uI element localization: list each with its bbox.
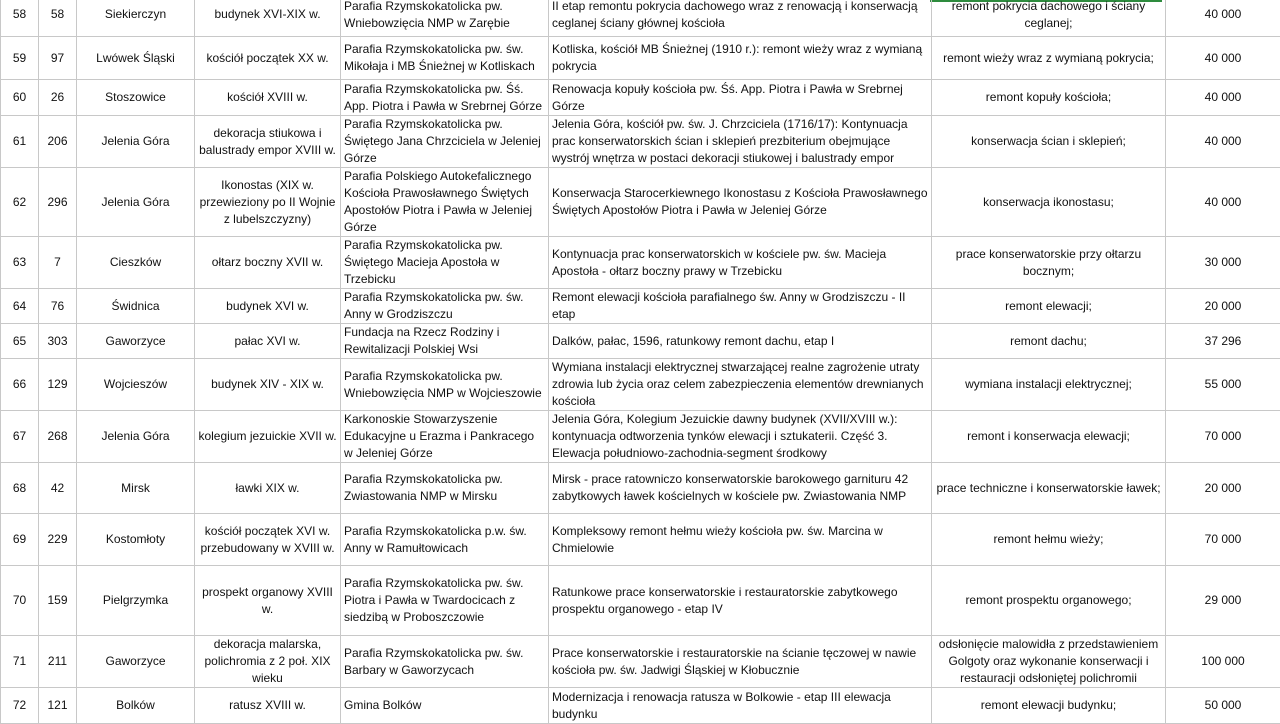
table-row[interactable] (1, 463, 1280, 514)
cell-applicant[interactable]: Parafia Rzymskokatolicka pw. św. Mikołaja i MB Śnieżnej w Kotliskach (341, 37, 549, 80)
cell-scope[interactable]: prace techniczne i konserwatorskie ławek; (932, 463, 1166, 514)
cell-amount[interactable]: 40 000 (1166, 37, 1280, 80)
table-row[interactable] (1, 289, 1280, 324)
cell-scope[interactable]: remont pokrycia dachowego i ściany ceglanej; (932, 0, 1166, 37)
cell-amount[interactable]: 20 000 (1166, 289, 1280, 324)
table-row[interactable] (1, 37, 1280, 80)
table-row[interactable] (1, 514, 1280, 566)
cell-description[interactable]: Kontynuacja prac konserwatorskich w kościele pw. św. Macieja Apostoła - ołtarz boczny prawy w Trzebicku (549, 237, 932, 289)
cell-object[interactable]: kościół XVIII w. (195, 80, 341, 116)
cell-description[interactable]: Jelenia Góra, kościół pw. św. J. Chrzciciela (1716/17): Kontynuacja prac konserwatorskich ścian i sklepień prezbiterium obejmujące wystrój wnętrza w postaci dekoracji stiukowej i balustrady empor (549, 116, 932, 168)
cell-town[interactable]: Siekierczyn (77, 0, 195, 37)
cell-nr[interactable]: 211 (39, 636, 77, 688)
cell-description[interactable]: Renowacja kopuły kościoła pw. Śś. App. Piotra i Pawła w Srebrnej Górze (549, 80, 932, 116)
cell-scope[interactable]: prace konserwatorskie przy ołtarzu bocznym; (932, 237, 1166, 289)
cell-town[interactable]: Kostomłoty (77, 514, 195, 566)
cell-amount[interactable]: 55 000 (1166, 359, 1280, 411)
cell-scope[interactable]: remont dachu; (932, 324, 1166, 359)
cell-lp[interactable]: 63 (1, 237, 39, 289)
cell-amount[interactable]: 50 000 (1166, 688, 1280, 724)
cell-applicant[interactable]: Karkonoskie Stowarzyszenie Edukacyjne u Erazma i Pankracego w Jeleniej Górze (341, 411, 549, 463)
cell-nr[interactable]: 42 (39, 463, 77, 514)
cell-town[interactable]: Bolków (77, 688, 195, 724)
cell-amount[interactable]: 30 000 (1166, 237, 1280, 289)
cell-town[interactable]: Jelenia Góra (77, 168, 195, 237)
cell-description[interactable]: Kotliska, kościół MB Śnieżnej (1910 r.): remont wieży wraz z wymianą pokrycia (549, 37, 932, 80)
cell-lp[interactable]: 59 (1, 37, 39, 80)
cell-nr[interactable]: 76 (39, 289, 77, 324)
cell-town[interactable]: Stoszowice (77, 80, 195, 116)
cell-amount[interactable]: 40 000 (1166, 0, 1280, 37)
cell-object[interactable]: kolegium jezuickie XVII w. (195, 411, 341, 463)
cell-lp[interactable]: 69 (1, 514, 39, 566)
cell-applicant[interactable]: Parafia Rzymskokatolicka pw. św. Barbary w Gaworzycach (341, 636, 549, 688)
cell-applicant[interactable]: Parafia Rzymskokatolicka pw. Zwiastowania NMP w Mirsku (341, 463, 549, 514)
cell-object[interactable]: ołtarz boczny XVII w. (195, 237, 341, 289)
cell-lp[interactable]: 61 (1, 116, 39, 168)
cell-description[interactable]: Kompleksowy remont hełmu wieży kościoła pw. św. Marcina w Chmielowie (549, 514, 932, 566)
cell-applicant[interactable]: Parafia Rzymskokatolicka pw. Świętego Macieja Apostoła w Trzebicku (341, 237, 549, 289)
cell-town[interactable]: Świdnica (77, 289, 195, 324)
cell-amount[interactable]: 70 000 (1166, 514, 1280, 566)
cell-nr[interactable]: 206 (39, 116, 77, 168)
cell-scope[interactable]: remont prospektu organowego; (932, 566, 1166, 636)
cell-description[interactable]: Ratunkowe prace konserwatorskie i restauratorskie zabytkowego prospektu organowego - etap IV (549, 566, 932, 636)
cell-lp[interactable]: 67 (1, 411, 39, 463)
cell-town[interactable]: Pielgrzymka (77, 566, 195, 636)
cell-lp[interactable]: 70 (1, 566, 39, 636)
cell-nr[interactable]: 268 (39, 411, 77, 463)
cell-applicant[interactable]: Gmina Bolków (341, 688, 549, 724)
cell-scope[interactable]: remont i konserwacja elewacji; (932, 411, 1166, 463)
cell-object[interactable]: prospekt organowy XVIII w. (195, 566, 341, 636)
table-body (1, 0, 1280, 724)
cell-object[interactable]: ławki XIX w. (195, 463, 341, 514)
cell-description[interactable]: Jelenia Góra, Kolegium Jezuickie dawny budynek (XVII/XVIII w.): kontynuacja odtworzenia tynków elewacji i sztukaterii. Część 3. Elewacja południowo-zachodnia-segment środkowy (549, 411, 932, 463)
cell-applicant[interactable]: Parafia Rzymskokatolicka pw. Wniebowzięcia NMP w Wojcieszowie (341, 359, 549, 411)
cell-nr[interactable]: 97 (39, 37, 77, 80)
cell-nr[interactable]: 58 (39, 0, 77, 37)
table-row[interactable] (1, 636, 1280, 688)
cell-applicant[interactable]: Parafia Polskiego Autokefalicznego Kościoła Prawosławnego Świętych Apostołów Piotra i Pawła w Jeleniej Górze (341, 168, 549, 237)
table-row[interactable] (1, 80, 1280, 116)
cell-lp[interactable]: 66 (1, 359, 39, 411)
cell-amount[interactable]: 100 000 (1166, 636, 1280, 688)
cell-lp[interactable]: 71 (1, 636, 39, 688)
table-row[interactable] (1, 411, 1280, 463)
cell-lp[interactable]: 64 (1, 289, 39, 324)
cell-amount[interactable]: 70 000 (1166, 411, 1280, 463)
cell-lp[interactable]: 68 (1, 463, 39, 514)
cell-amount[interactable]: 40 000 (1166, 168, 1280, 237)
cell-scope[interactable]: remont elewacji; (932, 289, 1166, 324)
table-row[interactable] (1, 168, 1280, 237)
cell-nr[interactable]: 303 (39, 324, 77, 359)
cell-town[interactable]: Cieszków (77, 237, 195, 289)
cell-scope[interactable]: remont wieży wraz z wymianą pokrycia; (932, 37, 1166, 80)
cell-town[interactable]: Lwówek Śląski (77, 37, 195, 80)
cell-object[interactable]: budynek XVI w. (195, 289, 341, 324)
cell-scope[interactable]: remont hełmu wieży; (932, 514, 1166, 566)
cell-scope[interactable]: wymiana instalacji elektrycznej; (932, 359, 1166, 411)
cell-nr[interactable]: 121 (39, 688, 77, 724)
cell-scope[interactable]: remont elewacji budynku; (932, 688, 1166, 724)
cell-scope[interactable]: odsłonięcie malowidła z przedstawieniem Golgoty oraz wykonanie konserwacji i restauracji odsłoniętej polichromii (932, 636, 1166, 688)
cell-object[interactable]: kościół początek XVI w. przebudowany w XVIII w. (195, 514, 341, 566)
cell-description[interactable]: Remont elewacji kościoła parafialnego św. Anny w Grodziszczu - II etap (549, 289, 932, 324)
cell-object[interactable]: budynek XIV - XIX w. (195, 359, 341, 411)
cell-description[interactable]: Modernizacja i renowacja ratusza w Bolkowie - etap III elewacja budynku (549, 688, 932, 724)
cell-object[interactable]: dekoracja malarska, polichromia z 2 poł. XIX wieku (195, 636, 341, 688)
table-row[interactable] (1, 359, 1280, 411)
cell-town[interactable]: Gaworzyce (77, 636, 195, 688)
cell-nr[interactable]: 7 (39, 237, 77, 289)
cell-amount[interactable]: 20 000 (1166, 463, 1280, 514)
cell-amount[interactable]: 40 000 (1166, 116, 1280, 168)
cell-nr[interactable]: 129 (39, 359, 77, 411)
table-row[interactable] (1, 324, 1280, 359)
cell-description[interactable]: II etap remontu pokrycia dachowego wraz z renowacją i konserwacją ceglanej ściany głównej kościoła (549, 0, 932, 37)
cell-scope[interactable]: konserwacja ikonostasu; (932, 168, 1166, 237)
cell-amount[interactable]: 37 296 (1166, 324, 1280, 359)
cell-nr[interactable]: 159 (39, 566, 77, 636)
cell-town[interactable]: Wojcieszów (77, 359, 195, 411)
cell-applicant[interactable]: Parafia Rzymskokatolicka pw. Śś. App. Piotra i Pawła w Srebrnej Górze (341, 80, 549, 116)
cell-town[interactable]: Jelenia Góra (77, 411, 195, 463)
cell-nr[interactable]: 26 (39, 80, 77, 116)
cell-lp[interactable]: 60 (1, 80, 39, 116)
cell-lp[interactable]: 65 (1, 324, 39, 359)
cell-applicant[interactable]: Parafia Rzymskokatolicka pw. Świętego Jana Chrzciciela w Jeleniej Górze (341, 116, 549, 168)
cell-town[interactable]: Jelenia Góra (77, 116, 195, 168)
cell-description[interactable]: Konserwacja Starocerkiewnego Ikonostasu z Kościoła Prawosławnego Świętych Apostołów Piotra i Pawła w Jeleniej Górze (549, 168, 932, 237)
cell-applicant[interactable]: Fundacja na Rzecz Rodziny i Rewitalizacji Polskiej Wsi (341, 324, 549, 359)
cell-lp[interactable]: 62 (1, 168, 39, 237)
table-row[interactable] (1, 0, 1280, 37)
cell-town[interactable]: Mirsk (77, 463, 195, 514)
table-row[interactable] (1, 566, 1280, 636)
cell-description[interactable]: Mirsk - prace ratowniczo konserwatorskie barokowego garnituru 42 zabytkowych ławek kościelnych w kościele pw. Zwiastowania NMP (549, 463, 932, 514)
cell-applicant[interactable]: Parafia Rzymskokatolicka pw. św. Piotra i Pawła w Twardocicach z siedzibą w Proboszczowie (341, 566, 549, 636)
cell-applicant[interactable]: Parafia Rzymskokatolicka p.w. św. Anny w Ramułtowicach (341, 514, 549, 566)
cell-description[interactable]: Prace konserwatorskie i restauratorskie na ścianie tęczowej w nawie kościoła pw. św. Jadwigi Śląskiej w Kłobucznie (549, 636, 932, 688)
cell-nr[interactable]: 296 (39, 168, 77, 237)
cell-amount[interactable]: 29 000 (1166, 566, 1280, 636)
cell-object[interactable]: kościół początek XX w. (195, 37, 341, 80)
cell-description[interactable]: Dalków, pałac, 1596, ratunkowy remont dachu, etap I (549, 324, 932, 359)
cell-object[interactable]: dekoracja stiukowa i balustrady empor XVIII w. (195, 116, 341, 168)
cell-description[interactable]: Wymiana instalacji elektrycznej stwarzającej realne zagrożenie utraty zdrowia lub życia oraz celem zabezpieczenia elementów drewnianych kościoła (549, 359, 932, 411)
table-row[interactable] (1, 237, 1280, 289)
cell-object[interactable]: ratusz XVIII w. (195, 688, 341, 724)
cell-amount[interactable]: 40 000 (1166, 80, 1280, 116)
cell-applicant[interactable]: Parafia Rzymskokatolicka pw. Wniebowzięcia NMP w Zarębie (341, 0, 549, 37)
cell-scope[interactable]: konserwacja ścian i sklepień; (932, 116, 1166, 168)
table-row[interactable] (1, 688, 1280, 724)
cell-town[interactable]: Gaworzyce (77, 324, 195, 359)
cell-object[interactable]: budynek XVI-XIX w. (195, 0, 341, 37)
table-row[interactable] (1, 116, 1280, 168)
cell-scope[interactable]: remont kopuły kościoła; (932, 80, 1166, 116)
cell-object[interactable]: Ikonostas (XIX w. przewieziony po II Wojnie z lubelszczyzny) (195, 168, 341, 237)
cell-lp[interactable]: 72 (1, 688, 39, 724)
cell-applicant[interactable]: Parafia Rzymskokatolicka pw. św. Anny w Grodziszczu (341, 289, 549, 324)
cell-object[interactable]: pałac XVI w. (195, 324, 341, 359)
cell-nr[interactable]: 229 (39, 514, 77, 566)
cell-lp[interactable]: 58 (1, 0, 39, 37)
